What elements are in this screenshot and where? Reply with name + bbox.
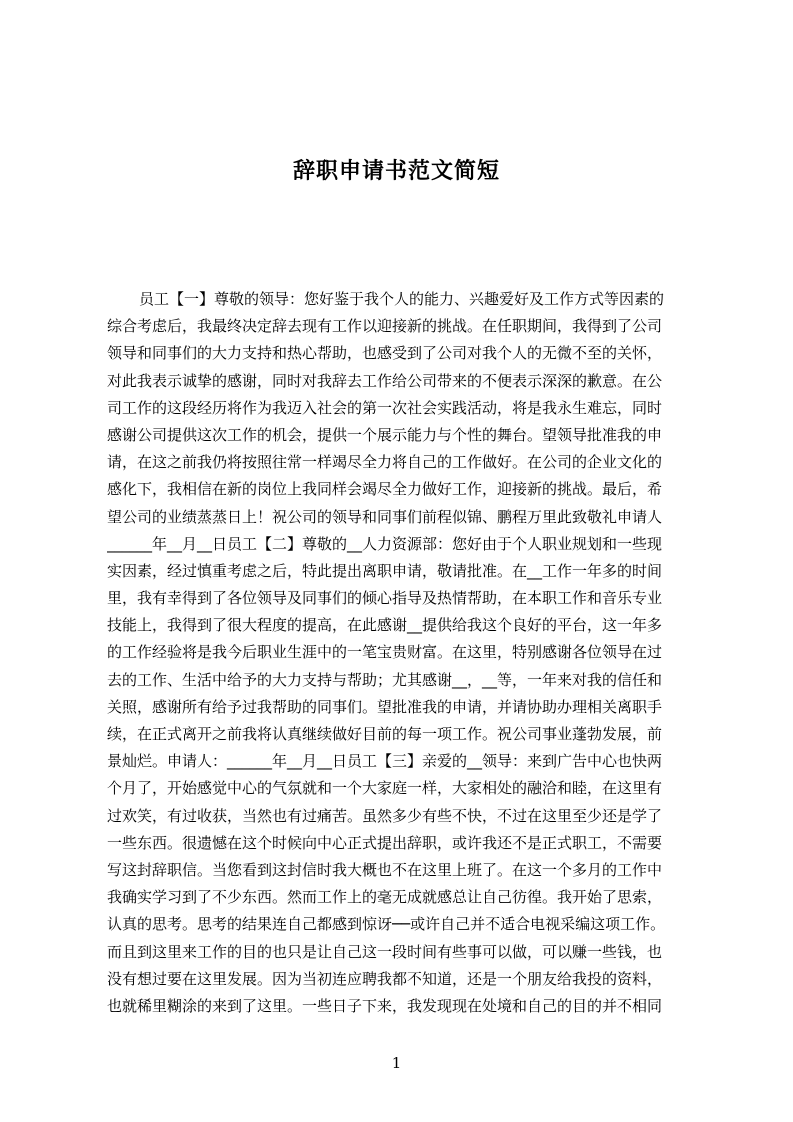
body-line: 感化下，我相信在新的岗位上我同样会竭尽全力做好工作，迎接新的挑战。最后，希 — [107, 480, 663, 499]
body-line: 感谢公司提供这次工作的机会，提供一个展示能力与个性的舞台。望领导批准我的申 — [107, 425, 663, 444]
body-line: 员工【一】尊敬的领导：您好鉴于我个人的能力、兴趣爱好及工作方式等因素的 — [139, 290, 665, 308]
body-line: 里，我有幸得到了各位领导及同事们的倾心指导及热情帮助，在本职工作和音乐专业 — [107, 589, 663, 608]
body-line: 续，在正式离开之前我将认真继续做好目前的每一项工作。祝公司事业蓬勃发展，前 — [107, 725, 663, 743]
body-line: 景灿烂。申请人：______年__月__日员工【三】亲爱的__领导：来到广告中心也快两 — [107, 752, 663, 771]
body-line: 没有想过要在这里发展。因为当初连应聘我都不知道，还是一个朋友给我投的资料， — [107, 969, 663, 988]
page-number: 1 — [391, 1054, 402, 1072]
body-line: 关照，感谢所有给予过我帮助的同事们。望批准我的申请，并请协助办理相关离职手 — [107, 697, 663, 716]
document-body — [107, 286, 696, 1038]
body-line: 写这封辞职信。当您看到这封信时我大概也不在这里上班了。在这一个多月的工作中 — [107, 860, 663, 879]
body-line: 综合考虑后，我最终决定辞去现有工作以迎接新的挑战。在任职期间，我得到了公司 — [107, 317, 663, 336]
document-title: 辞职申请书范文简短 — [292, 158, 500, 184]
body-line: 我确实学习到了不少东西。然而工作上的毫无成就感总让自己彷徨。我开始了思索， — [107, 888, 663, 907]
body-line: 也就稀里糊涂的来到了这里。一些日子下来，我发现现在处境和自己的目的并不相同 — [107, 996, 663, 1015]
body-line: 个月了，开始感觉中心的气氛就和一个大家庭一样，大家相处的融洽和睦，在这里有 — [107, 779, 663, 798]
body-line: 过欢笑，有过收获，当然也有过痛苦。虽然多少有些不快，不过在这里至少还是学了 — [107, 806, 663, 825]
body-line: 望公司的业绩蒸蒸日上！祝公司的领导和同事们前程似锦、鹏程万里此致敬礼申请人 — [107, 507, 663, 526]
body-line: 领导和同事们的大力支持和热心帮助，也感受到了公司对我个人的无微不至的关怀， — [107, 344, 663, 363]
body-line: 认真的思考。思考的结果连自己都感到惊讶──或许自己并不适合电视采编这项工作。 — [107, 915, 666, 934]
body-line: 而且到这里来工作的目的也只是让自己这一段时间有些事可以做，可以赚一些钱，也 — [107, 942, 663, 961]
body-line: 技能上，我得到了很大程度的提高，在此感谢__提供给我这个良好的平台，这一年多 — [107, 616, 663, 635]
body-line: 对此我表示诚挚的感谢，同时对我辞去工作给公司带来的不便表示深深的歉意。在公 — [107, 371, 663, 390]
body-line: 司工作的这段经历将作为我迈入社会的第一次社会实践活动，将是我永生难忘，同时 — [107, 398, 663, 417]
body-line: 一些东西。很遗憾在这个时候向中心正式提出辞职，或许我还不是正式职工，不需要 — [107, 833, 663, 852]
body-line: 请，在这之前我仍将按照往常一样竭尽全力将自己的工作做好。在公司的企业文化的 — [107, 453, 663, 472]
body-line: 实因素，经过慎重考虑之后，特此提出离职申请，敬请批准。在__工作一年多的时间 — [107, 561, 663, 580]
body-line: ______年__月__日员工【二】尊敬的__人力资源部：您好由于个人职业规划和一些现 — [107, 534, 663, 553]
body-line: 去的工作、生活中给予的大力支持与帮助；尤其感谢__，__等，一年来对我的信任和 — [107, 670, 663, 689]
body-line: 的工作经验将是我今后职业生涯中的一笔宝贵财富。在这里，特别感谢各位领导在过 — [107, 643, 663, 662]
